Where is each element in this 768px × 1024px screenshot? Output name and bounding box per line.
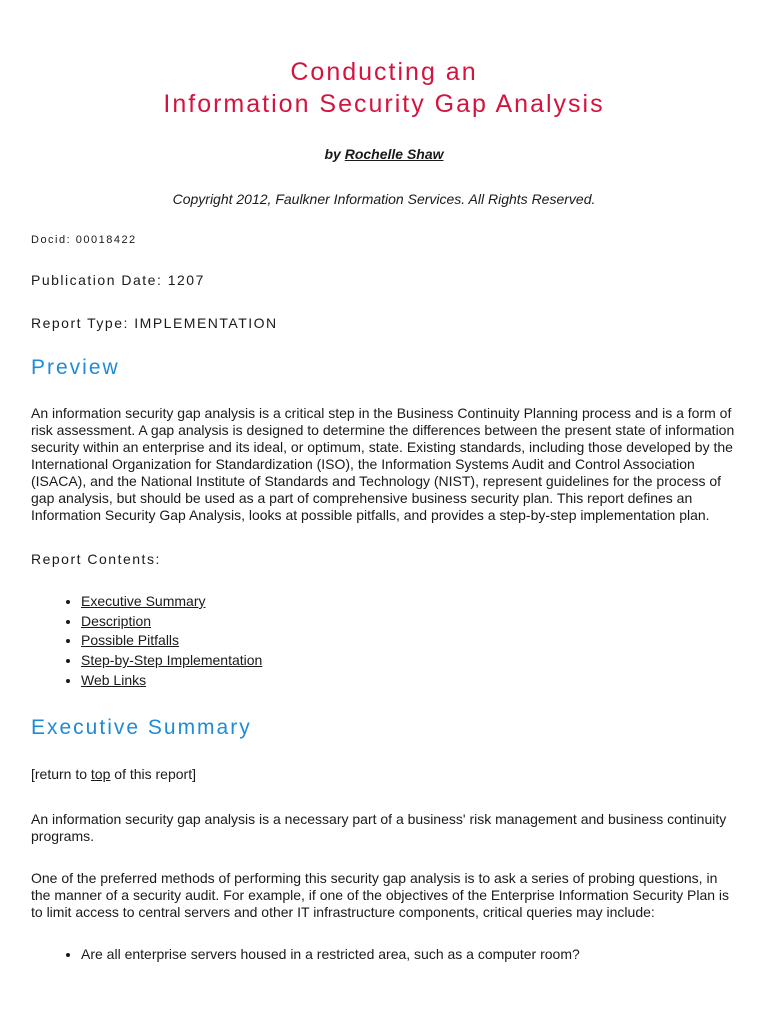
report-contents-label: Report Contents:: [31, 551, 161, 567]
list-item: [81, 612, 262, 632]
byline: [0, 146, 768, 162]
preview-paragraph: An information security gap analysis is a critical step in the Business Continuity Planning process and is a form of risk assessment. A gap analysis is designed to determine the differences between the present state of information security within an enterprise and its ideal, or optimum, state. Existing standards, including those developed by the International Organization for Standardization (ISO), the Information Systems Audit and Control Association (ISACA), and the National Institute of Standards and Technology (NIST), represent guidelines for the process of gap analysis, but should be used as a part of comprehensive business security plan. This report defines an Information Security Gap Analysis, looks at possible pitfalls, and provides a step-by-step implementation plan.: [31, 405, 735, 523]
return-suffix: of this report]: [110, 766, 196, 782]
title-line-1: Conducting an: [290, 58, 478, 86]
contents-link-step-by-step[interactable]: Step-by-Step Implementation: [81, 652, 263, 669]
byline-prefix: by: [324, 146, 341, 162]
docid: Docid: 00018422: [31, 234, 137, 246]
contents-link-description[interactable]: Description: [81, 612, 152, 629]
list-item: [81, 631, 262, 651]
title-line-2: Information Security Gap Analysis: [163, 90, 605, 118]
executive-summary-paragraph-1: An information security gap analysis is a necessary part of a business' risk management and business continuity programs.: [31, 811, 727, 844]
list-item: • Are all enterprise servers housed in a restricted area, such as a computer room?: [81, 945, 580, 964]
contents-link-possible-pitfalls[interactable]: Possible Pitfalls: [81, 632, 180, 649]
publication-date: Publication Date: 1207: [31, 272, 205, 288]
critical-queries-list: [63, 945, 580, 964]
report-contents-list: [63, 592, 262, 691]
author-link[interactable]: Rochelle Shaw: [344, 146, 444, 162]
executive-summary-paragraph-2: One of the preferred methods of performing this security gap analysis is to ask a series of probing questions, in the manner of a security audit. For example, if one of the objectives of the Enterprise Information Security Plan is to limit access to central servers and other IT infrastructure components, critical queries may include:: [31, 870, 730, 920]
list-item: [81, 651, 262, 671]
document-title: [0, 56, 768, 120]
report-type: Report Type: IMPLEMENTATION: [31, 315, 278, 331]
list-item: [81, 671, 262, 691]
return-to-top-line: [31, 766, 196, 782]
executive-summary-heading: Executive Summary: [31, 716, 252, 739]
return-prefix: [return to: [31, 766, 91, 782]
return-to-top-link[interactable]: top: [90, 766, 111, 782]
list-item: [81, 592, 262, 612]
preview-heading: Preview: [31, 356, 120, 379]
contents-link-executive-summary[interactable]: Executive Summary: [81, 593, 206, 609]
copyright-notice: Copyright 2012, Faulkner Information Services. All Rights Reserved.: [172, 191, 596, 207]
contents-link-web-links[interactable]: Web Links: [81, 671, 147, 688]
